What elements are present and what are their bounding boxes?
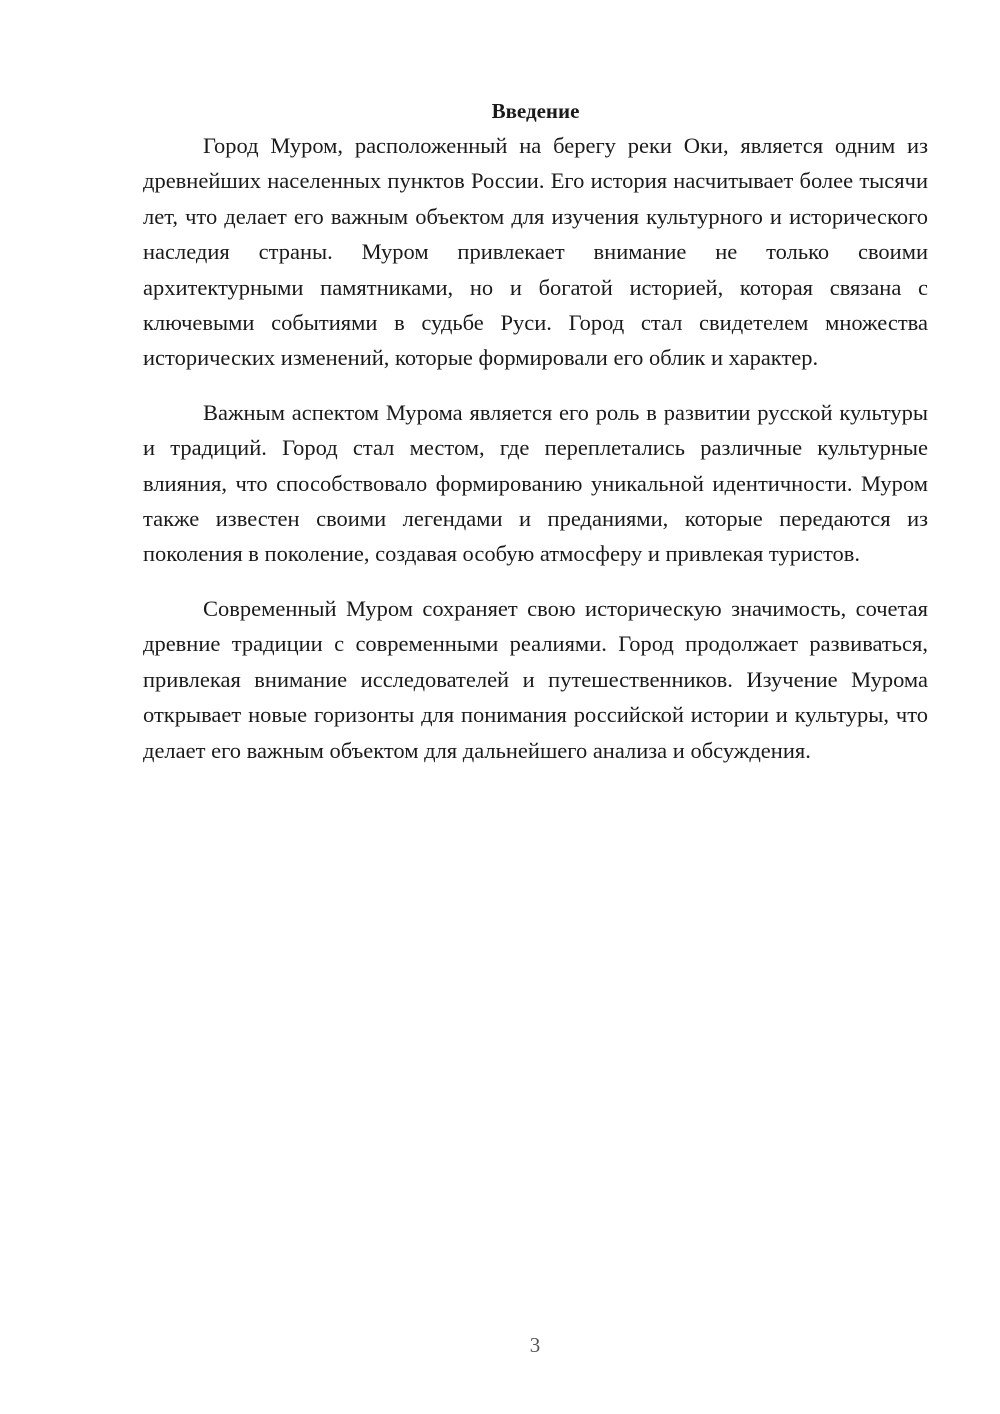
document-body [143,96,928,787]
section-heading: Введение [491,99,580,123]
paragraph-2: Важным аспектом Мурома является его роль в развитии русской культуры и традиций. Город стал местом, где переплетались различные культурные влияния, что способствовало формированию уникальной идентичности. Муром также известен своими легендами и преданиями, которые передаются из поколения в поколение, создавая особую атмосферу и привлекая туристов. [143,399,928,567]
paragraph-3: Современный Муром сохраняет свою историческую значимость, сочетая древние традиции с современными реалиями. Город продолжает развиваться, привлекая внимание исследователей и путешественников. Изучение Мурома открывает новые горизонты для понимания российской истории и культуры, что делает его важным объектом для дальнейшего анализа и обсуждения. [143,595,928,763]
paragraph-1: Город Муром, расположенный на берегу реки Оки, является одним из древнейших населенных пунктов России. Его история насчитывает более тысячи лет, что делает его важным объектом для изучения культурного и исторического наследия страны. Муром привлекает внимание не только своими архитектурными памятниками, но и богатой историей, которая связана с ключевыми событиями в судьбе Руси. Город стал свидетелем множества исторических изменений, которые формировали его облик и характер. [143,133,928,371]
page-number: 3 [529,1333,541,1357]
